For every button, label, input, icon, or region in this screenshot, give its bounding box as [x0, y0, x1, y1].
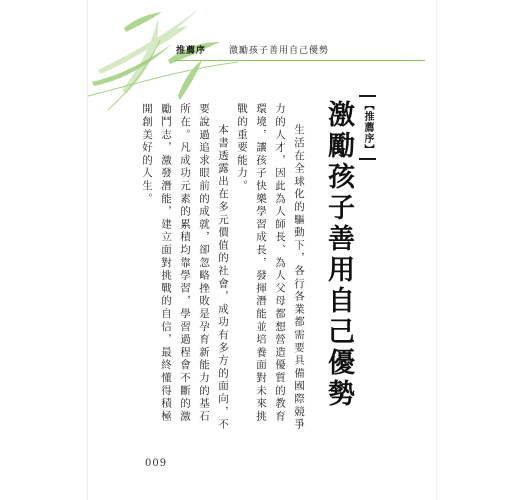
header-rule [175, 60, 425, 61]
body-text [141, 103, 308, 433]
bamboo-leaves-icon [88, 0, 238, 110]
section-badge: 【推薦序】 [359, 95, 376, 160]
page-title: 激勵孩子善用自己優勢 [323, 100, 354, 410]
page-number: 009 [145, 458, 168, 469]
header-running-title: 激勵孩子善用自己優勢 [229, 46, 330, 56]
paragraph: 生活在全球化的驅動下，各行各業都需要具備國際競爭力的人才，因此為人師長、為人父母都想營造優質的教育環境，讓孩子快樂學習成長，發揮潛能並培養面對未來挑戰的重要能力。 [236, 103, 305, 432]
paragraph: 本書透露出在多元價值的社會，成功有多方的面向，不要說過追求眼前的成就，卻忽略挫敗是孕育新能力的基石所在。凡成功元素的累積均靠學習，學習過程會不斷的激勵鬥志，激發潛能，建立面對挑戰的自信，最終懂得積極開創美好的人生。 [141, 103, 229, 432]
header-section-label: 推薦序 [176, 46, 207, 56]
